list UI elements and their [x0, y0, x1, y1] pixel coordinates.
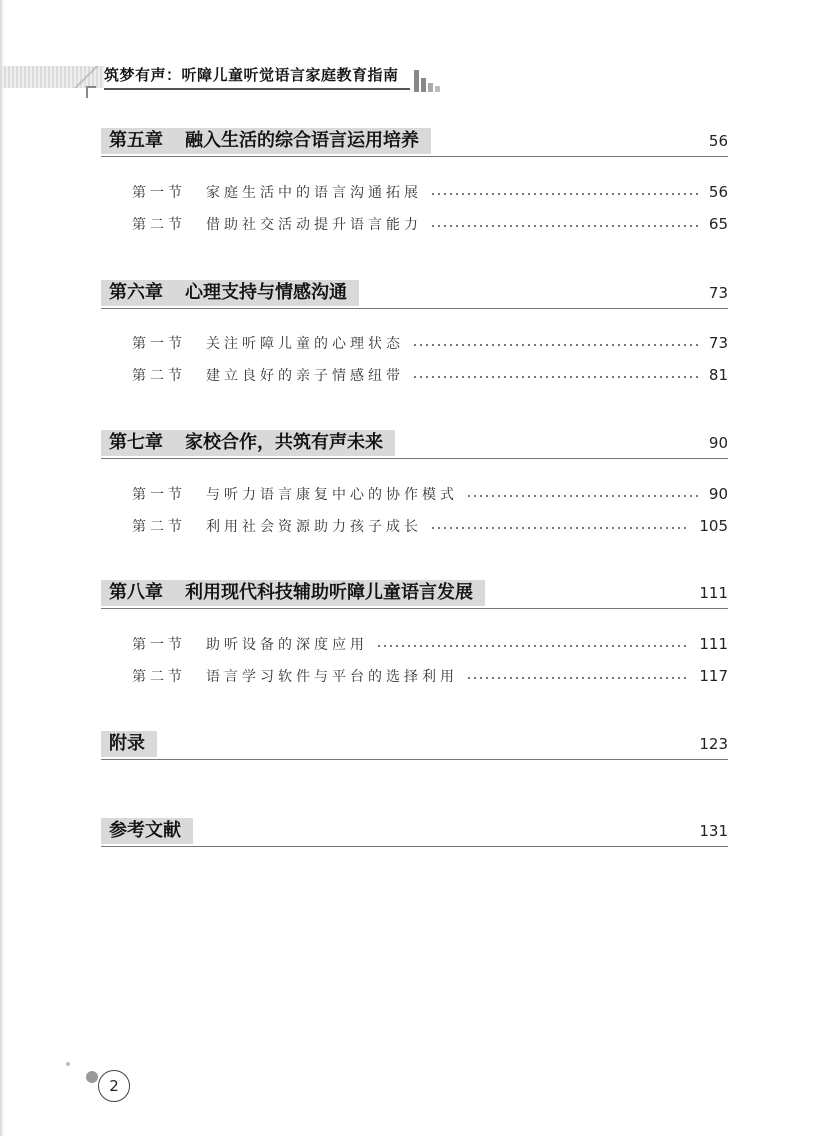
toc-section[interactable] — [132, 181, 728, 203]
leader-dots — [430, 225, 699, 227]
chapter-title: 参考文献 — [109, 820, 181, 841]
toc-chapter-5[interactable] — [101, 128, 728, 158]
chapter-title: 附录 — [109, 733, 145, 754]
section-page-number: 65 — [708, 215, 728, 233]
chapter-page-number: 56 — [708, 132, 728, 150]
section-page-number: 81 — [708, 366, 728, 384]
footer-decor-dot-small — [66, 1062, 70, 1066]
toc-section[interactable] — [132, 332, 728, 354]
section-title: 语言学习软件与平台的选择利用 — [206, 669, 458, 685]
toc-section[interactable] — [132, 665, 728, 687]
section-page-number: 105 — [699, 517, 728, 535]
toc-section[interactable] — [132, 633, 728, 655]
chapter-title: 利用现代科技辅助听障儿童语言发展 — [185, 582, 473, 603]
header-decor-corner — [86, 86, 96, 98]
page-edge-shadow — [0, 0, 4, 1136]
chapter-divider — [101, 846, 728, 847]
chapter-page-number: 90 — [708, 434, 728, 452]
chapter-label — [101, 430, 395, 456]
section-page-number: 117 — [699, 667, 728, 685]
chapter-label — [101, 731, 157, 757]
chapter-page-number: 131 — [699, 822, 728, 840]
section-number: 第一节 — [132, 336, 186, 352]
section-number: 第一节 — [132, 185, 186, 201]
section-number: 第一节 — [132, 487, 186, 503]
section-number: 第二节 — [132, 217, 186, 233]
header-underline — [104, 88, 410, 90]
section-title: 借助社交活动提升语言能力 — [206, 217, 422, 233]
chapter-title: 家校合作，共筑有声未来 — [185, 432, 383, 453]
chapter-page-number: 123 — [699, 735, 728, 753]
chapter-page-number: 73 — [708, 284, 728, 302]
leader-dots — [376, 645, 689, 647]
chapter-divider — [101, 156, 728, 157]
chapter-number: 第八章 — [109, 582, 163, 603]
toc-chapter-7[interactable] — [101, 430, 728, 460]
toc-chapter-6[interactable] — [101, 280, 728, 310]
leader-dots — [430, 527, 689, 529]
section-title: 建立良好的亲子情感纽带 — [206, 368, 404, 384]
leader-dots — [412, 344, 699, 346]
section-number: 第二节 — [132, 519, 186, 535]
section-title: 关注听障儿童的心理状态 — [206, 336, 404, 352]
toc-references[interactable] — [101, 818, 728, 848]
toc-section[interactable] — [132, 515, 728, 537]
chapter-divider — [101, 308, 728, 309]
section-title: 与听力语言康复中心的协作模式 — [206, 487, 458, 503]
section-page-number: 111 — [699, 635, 728, 653]
chapter-label — [101, 580, 485, 606]
header-decor-diagonal — [68, 66, 104, 88]
section-number: 第二节 — [132, 368, 186, 384]
chapter-divider — [101, 458, 728, 459]
section-page-number: 73 — [708, 334, 728, 352]
section-number: 第二节 — [132, 669, 186, 685]
section-page-number: 56 — [708, 183, 728, 201]
leader-dots — [430, 193, 699, 195]
section-page-number: 90 — [708, 485, 728, 503]
chapter-title: 心理支持与情感沟通 — [185, 282, 347, 303]
section-title: 助听设备的深度应用 — [206, 637, 368, 653]
running-header-title: 筑梦有声：听障儿童听觉语言家庭教育指南 — [104, 66, 399, 84]
toc-appendix[interactable] — [101, 731, 728, 761]
toc-section[interactable] — [132, 364, 728, 386]
chapter-divider — [101, 759, 728, 760]
chapter-title: 融入生活的综合语言运用培养 — [185, 130, 419, 151]
footer-decor-dot — [86, 1071, 98, 1083]
toc-section[interactable] — [132, 483, 728, 505]
chapter-label — [101, 128, 431, 154]
chapter-label — [101, 280, 359, 306]
section-title: 利用社会资源助力孩子成长 — [206, 519, 422, 535]
section-number: 第一节 — [132, 637, 186, 653]
chapter-label — [101, 818, 193, 844]
leader-dots — [412, 376, 699, 378]
chapter-number: 第五章 — [109, 130, 163, 151]
section-title: 家庭生活中的语言沟通拓展 — [206, 185, 422, 201]
toc-chapter-8[interactable] — [101, 580, 728, 610]
leader-dots — [466, 677, 689, 679]
chapter-divider — [101, 608, 728, 609]
leader-dots — [466, 495, 699, 497]
page-number: 2 — [98, 1070, 130, 1102]
chapter-page-number: 111 — [699, 584, 728, 602]
chapter-number: 第七章 — [109, 432, 163, 453]
chapter-number: 第六章 — [109, 282, 163, 303]
toc-section[interactable] — [132, 213, 728, 235]
